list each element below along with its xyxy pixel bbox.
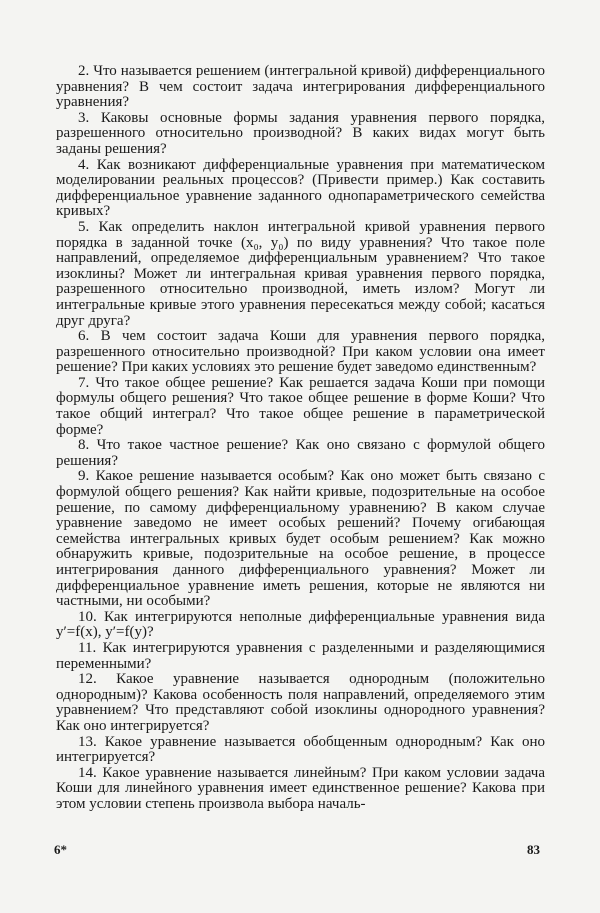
question-4: 4. Как возникают дифференциальные уравнения при математическом моделировании реальных процессов? (Привести пример.) Как составить дифференциальное уравнение заданного однопараметрического семейства кривых? bbox=[56, 156, 545, 220]
page-number: 83 bbox=[527, 842, 540, 857]
signature-mark: 6* bbox=[54, 842, 67, 857]
question-10: 10. Как интегрируются неполные дифференциальные уравнения вида y′=f(x), y′=f(y)? bbox=[56, 608, 545, 641]
question-8: 8. Что такое частное решение? Как оно связано с формулой общего решения? bbox=[56, 437, 545, 469]
question-7: 7. Что такое общее решение? Как решается задача Коши при помощи формулы общего решения? Что такое общее решение в форме Коши? Что такое общий интеграл? Что такое общее решение в параметрической форме? bbox=[56, 374, 545, 438]
question-list bbox=[56, 64, 545, 813]
question-6: 6. В чем состоит задача Коши для уравнения первого порядка, разрешенного относительно производной? При каком условии она имеет решение? При каких условиях это решение будет заведомо единственным? bbox=[56, 328, 545, 376]
question-13: 13. Какое уравнение называется обобщенным однородным? Как оно интегрируется? bbox=[56, 733, 545, 766]
question-3: 3. Каковы основные формы задания уравнения первого порядка, разрешенного относительно производной? В каких видах могут быть заданы решения? bbox=[56, 109, 545, 157]
question-9: 9. Какое решение называется особым? Как оно может быть связано с формулой общего решения? Как найти кривые, подозрительные на особое решение, по самому дифференциальному уравнению? В каком случае уравнение заведомо не имеет особых решений? Почему огибающая семейства интегральных кривых будет особым решением? Как можно обнаружить кривые, подозрительные на особое решение, в процессе интегрирования данного дифференциального уравнения? Может ли дифференциальное уравнение иметь решения, которые не являются ни частными, ни особыми? bbox=[56, 468, 545, 610]
question-2: 2. Что называется решением (интегральной кривой) дифференциального уравнения? В чем состоит задача интегрирования дифференциального уравнения? bbox=[56, 63, 545, 111]
question-11: 11. Как интегрируются уравнения с разделенными и разделяющимися переменными? bbox=[56, 639, 545, 672]
question-5: 5. Как определить наклон интегральной кривой уравнения первого порядка в заданной точке (x₀, y₀) по виду уравнения? Что такое поле направлений, определяемое дифференциальным уравнением? Что такое изоклины? Может ли интегральная кривая уравнения первого порядка, разрешенного относительно производной, иметь излом? Могут ли интегральные кривые этого уравнения пересекаться между собой; касаться друг друга? bbox=[56, 218, 545, 329]
question-12: 12. Какое уравнение называется однородным (положительно однородным)? Какова особенность поля направлений, определяемого этим уравнением? Что представляют собой изоклины однородного уравнения? Как оно интегрируется? bbox=[56, 671, 545, 734]
question-14: 14. Какое уравнение называется линейным? При каком условии задача Коши для линейного уравнения имеет единственное решение? Какова при этом условии степень произвола выбора началь- bbox=[56, 764, 545, 812]
